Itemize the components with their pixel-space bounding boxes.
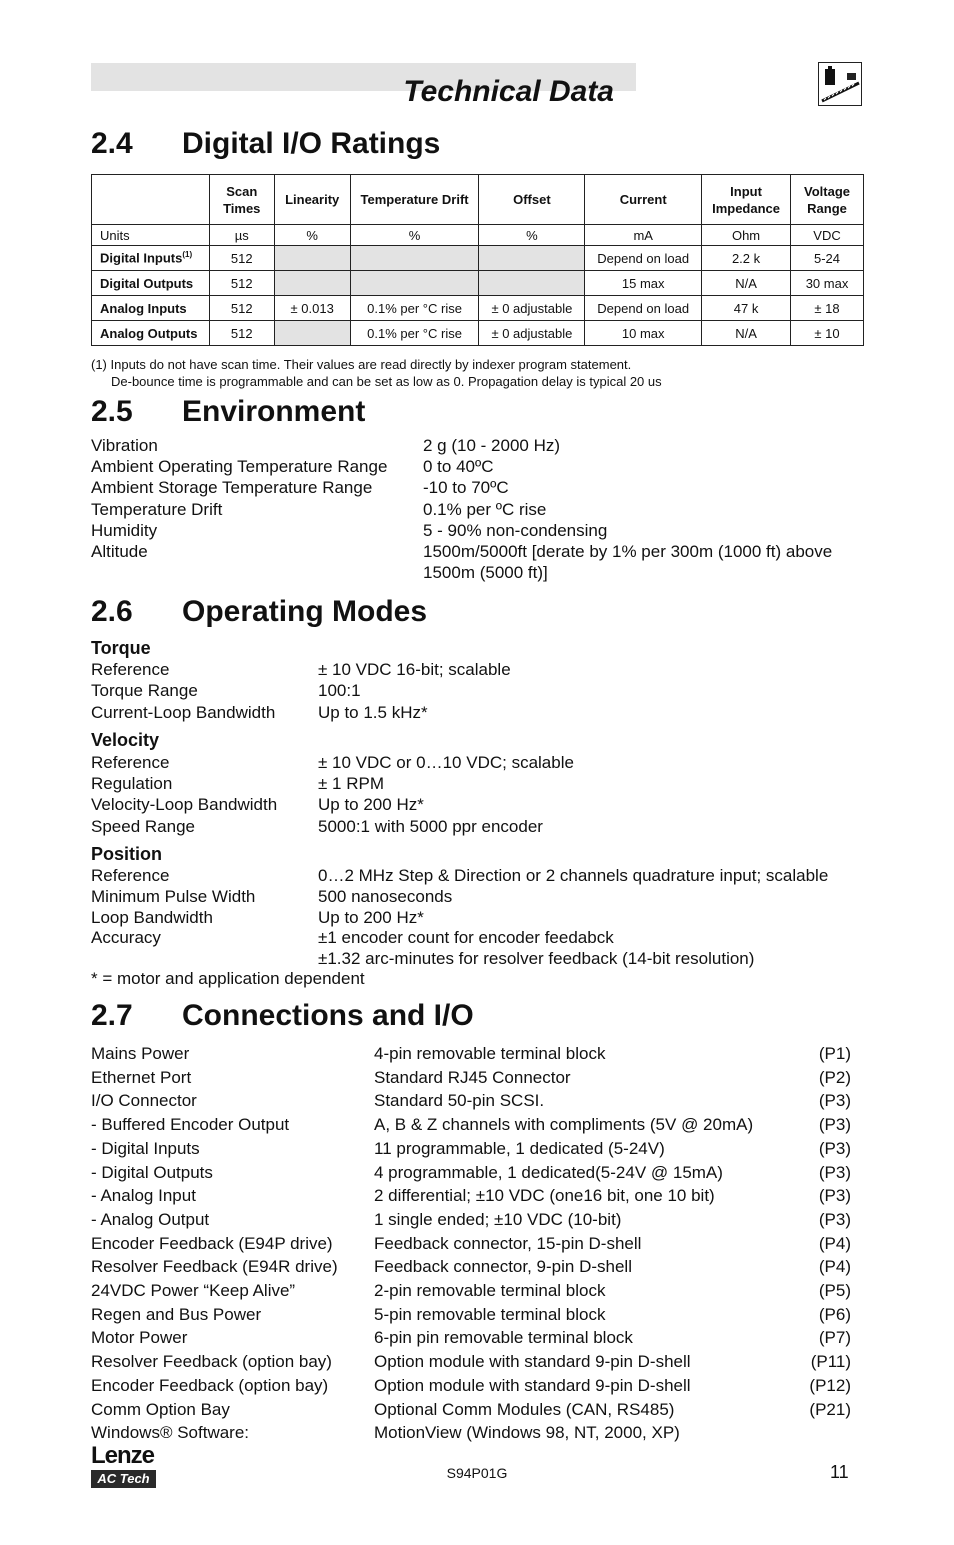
table-cell: Analog Outputs [92, 321, 210, 346]
page-title: Technical Data [403, 75, 614, 108]
connection-name: Motor Power [91, 1328, 188, 1348]
position-value: ±1 encoder count for encoder feedabck [318, 928, 614, 948]
connection-description: Option module with standard 9-pin D-shell [374, 1375, 691, 1395]
connection-description: MotionView (Windows 98, NT, 2000, XP) [374, 1423, 680, 1443]
footnote-marker: (1) [182, 250, 193, 260]
table-cell: ± 10 [791, 321, 864, 346]
connection-description: 6-pin pin removable terminal block [374, 1328, 633, 1348]
section-number: 2.6 [91, 595, 133, 628]
table-cell: 0.1% per °C rise [350, 296, 479, 321]
position-subheading: Position [91, 844, 162, 864]
table-cell: VDC [791, 225, 864, 246]
environment-value: 0 to 40ºC [423, 457, 494, 477]
table-cell: Units [92, 225, 210, 246]
connector-id: (P3) [818, 1209, 851, 1229]
connector-id: (P1) [818, 1044, 851, 1063]
table-cell: 10 max [585, 321, 702, 346]
table-header: Offset [479, 175, 585, 225]
table-cell: Depend on load [585, 246, 702, 271]
table-cell: % [350, 225, 479, 246]
environment-label: Vibration [91, 436, 158, 455]
torque-label: Torque Range [91, 681, 198, 701]
connector-id: (P4) [818, 1233, 851, 1253]
section-title-text: Operating Modes [182, 595, 428, 628]
table-cell: 512 [209, 246, 274, 271]
table-cell-shaded [350, 271, 479, 296]
table-header: Temperature Drift [350, 175, 479, 225]
connector-id: (P4) [818, 1257, 851, 1277]
connection-description: 2-pin removable terminal block [374, 1281, 606, 1300]
table-cell: ± 18 [791, 296, 864, 321]
table-cell: 512 [209, 296, 274, 321]
table-header: Scan Times [209, 175, 274, 225]
environment-label: Ambient Storage Temperature Range [91, 478, 373, 498]
table-header [92, 175, 210, 225]
table-header: Input Impedance [702, 175, 791, 225]
connection-name: - Digital Inputs [91, 1138, 200, 1158]
environment-label: Humidity [91, 520, 158, 540]
connection-name: Regen and Bus Power [91, 1304, 262, 1324]
connection-name: - Analog Input [91, 1186, 196, 1206]
section-title-text: Environment [182, 395, 366, 428]
table-cell-shaded [479, 246, 585, 271]
section-number: 2.5 [91, 395, 133, 428]
environment-label: Altitude [91, 542, 148, 561]
connection-name: Resolver Feedback (option bay) [91, 1352, 332, 1372]
table-cell: 512 [209, 271, 274, 296]
connection-description: 2 differential; ±10 VDC (one16 bit, one 10 bit) [374, 1186, 715, 1206]
connection-name: - Digital Outputs [91, 1162, 213, 1182]
table-cell: 512 [209, 321, 274, 346]
table-cell-shaded [274, 271, 350, 296]
table-cell: 2.2 k [702, 246, 791, 271]
connection-description: 4-pin removable terminal block [374, 1044, 606, 1063]
position-value: ±1.32 arc-minutes for resolver feedback (14-bit resolution) [318, 949, 755, 969]
table-cell: Digital Outputs [92, 271, 210, 296]
connection-description: 4 programmable, 1 dedicated(5-24V @ 15mA) [374, 1162, 723, 1182]
table-cell: Analog Inputs [92, 296, 210, 321]
section-2-5-heading [91, 394, 365, 430]
section-number: 2.7 [91, 999, 133, 1032]
connector-id: (P3) [818, 1115, 851, 1135]
position-label: Accuracy [91, 928, 161, 948]
table-cell: mA [585, 225, 702, 246]
environment-value: 1500m/5000ft [derate by 1% per 300m (1000 ft) above [423, 542, 833, 561]
connection-name: 24VDC Power “Keep Alive” [91, 1281, 296, 1300]
position-label: Minimum Pulse Width [91, 886, 256, 906]
connection-description: 1 single ended; ±10 VDC (10-bit) [374, 1209, 622, 1229]
connection-description: Option module with standard 9-pin D-shell [374, 1352, 691, 1372]
digital-io-ratings-table [91, 174, 864, 346]
table-cell: N/A [702, 321, 791, 346]
velocity-value: 5000:1 with 5000 ppr encoder [318, 816, 543, 836]
environment-value: -10 to 70ºC [423, 478, 509, 498]
connector-id: (P3) [818, 1186, 851, 1206]
position-value: 500 nanoseconds [318, 886, 453, 906]
connection-name: - Analog Output [91, 1209, 210, 1229]
table-cell: Ohm [702, 225, 791, 246]
torque-value: 100:1 [318, 681, 361, 701]
connector-id: (P6) [818, 1304, 851, 1324]
environment-value: 5 - 90% non-condensing [423, 520, 608, 540]
connector-id: (P21) [809, 1399, 851, 1419]
table-row [92, 321, 864, 346]
velocity-subheading: Velocity [91, 730, 160, 750]
connection-description: Feedback connector, 15-pin D-shell [374, 1233, 642, 1253]
table-row [92, 296, 864, 321]
environment-value: 0.1% per ºC rise [423, 499, 547, 519]
connection-description: A, B & Z channels with compliments (5V @ 20mA) [374, 1115, 754, 1135]
table-cell: µs [209, 225, 274, 246]
document-id: S94P01G [446, 1465, 508, 1481]
table-header: Current [585, 175, 702, 225]
operating-modes-note: * = motor and application dependent [91, 969, 365, 988]
velocity-value: Up to 200 Hz* [318, 795, 424, 815]
connection-name: Comm Option Bay [91, 1399, 230, 1419]
actech-logo: AC Tech [91, 1470, 156, 1488]
connector-id: (P11) [810, 1352, 851, 1372]
table-header: Voltage Range [791, 175, 864, 225]
environment-label: Temperature Drift [91, 499, 223, 519]
connection-name: Mains Power [91, 1044, 190, 1063]
connection-description: Standard RJ45 Connector [374, 1067, 571, 1087]
table-cell: ± 0 adjustable [479, 296, 585, 321]
table-header: Linearity [274, 175, 350, 225]
connection-name: Encoder Feedback (E94P drive) [91, 1233, 333, 1253]
connector-id: (P2) [818, 1067, 851, 1087]
connection-description: 5-pin removable terminal block [374, 1304, 606, 1324]
position-label: Loop Bandwidth [91, 907, 213, 927]
section-title-text: Connections and I/O [182, 999, 474, 1032]
connection-description: Standard 50-pin SCSI. [374, 1091, 545, 1111]
velocity-label: Regulation [91, 774, 173, 794]
connector-id: (P3) [818, 1162, 851, 1182]
position-label: Reference [91, 866, 170, 885]
table-cell: % [274, 225, 350, 246]
table-header-row [92, 175, 864, 225]
velocity-label: Velocity-Loop Bandwidth [91, 795, 278, 815]
torque-label: Current-Loop Bandwidth [91, 702, 276, 722]
connection-description: 11 programmable, 1 dedicated (5-24V) [374, 1138, 665, 1158]
table-cell: 47 k [702, 296, 791, 321]
table-cell: Depend on load [585, 296, 702, 321]
torque-value: Up to 1.5 kHz* [318, 702, 428, 722]
connection-name: Ethernet Port [91, 1067, 192, 1087]
table-cell: ± 0 adjustable [479, 321, 585, 346]
table-cell [92, 246, 210, 271]
connector-id: (P3) [818, 1138, 851, 1158]
table-row [92, 271, 864, 296]
lenze-logo: Lenze [91, 1442, 155, 1469]
section-2-7-heading [91, 998, 474, 1034]
table-cell: 5-24 [791, 246, 864, 271]
section-title-text: Digital I/O Ratings [182, 127, 441, 160]
connection-description: Feedback connector, 9-pin D-shell [374, 1257, 632, 1277]
connector-id: (P5) [818, 1281, 851, 1300]
table-cell: 0.1% per °C rise [350, 321, 479, 346]
connection-name: I/O Connector [91, 1091, 197, 1111]
table-cell-shaded [274, 321, 350, 346]
environment-label: Ambient Operating Temperature Range [91, 457, 388, 477]
page-number: 11 [830, 1462, 849, 1482]
connection-name: Encoder Feedback (option bay) [91, 1375, 329, 1395]
table-cell-shaded [350, 246, 479, 271]
connector-id: (P12) [809, 1375, 851, 1395]
torque-value: ± 10 VDC 16-bit; scalable [318, 660, 511, 679]
section-2-6-heading [91, 594, 427, 630]
environment-value: 1500m (5000 ft)] [423, 563, 548, 583]
scale-weight-icon [818, 62, 862, 106]
table-cell: ± 0.013 [274, 296, 350, 321]
section-number: 2.4 [91, 127, 133, 160]
table-cell: % [479, 225, 585, 246]
position-value: 0…2 MHz Step & Direction or 2 channels quadrature input; scalable [318, 866, 829, 885]
footnote-1: (1) Inputs do not have scan time. Their values are read directly by indexer program statement. [91, 357, 632, 372]
connection-name: Resolver Feedback (E94R drive) [91, 1257, 338, 1277]
table-cell: N/A [702, 271, 791, 296]
connector-id: (P3) [818, 1091, 851, 1111]
table-cell-shaded [274, 246, 350, 271]
row-label: Digital Inputs [100, 250, 183, 266]
table-cell-shaded [479, 271, 585, 296]
torque-subheading: Torque [91, 638, 151, 658]
torque-label: Reference [91, 660, 170, 679]
connection-description: Optional Comm Modules (CAN, RS485) [374, 1399, 675, 1419]
environment-value: 2 g (10 - 2000 Hz) [423, 436, 561, 455]
velocity-label: Reference [91, 753, 170, 772]
section-2-4-heading [91, 126, 440, 162]
velocity-value: ± 10 VDC or 0…10 VDC; scalable [318, 753, 574, 772]
connection-name: - Buffered Encoder Output [91, 1115, 290, 1135]
footnote-1-continued: De-bounce time is programmable and can be set as low as 0. Propagation delay is typical 20 us [111, 374, 662, 389]
connector-id: (P7) [818, 1328, 851, 1348]
velocity-label: Speed Range [91, 816, 195, 836]
table-row [92, 225, 864, 246]
table-row [92, 246, 864, 271]
position-value: Up to 200 Hz* [318, 907, 424, 927]
velocity-value: ± 1 RPM [318, 774, 385, 794]
connection-name: Windows® Software: [91, 1423, 250, 1443]
table-cell: 15 max [585, 271, 702, 296]
table-cell: 30 max [791, 271, 864, 296]
